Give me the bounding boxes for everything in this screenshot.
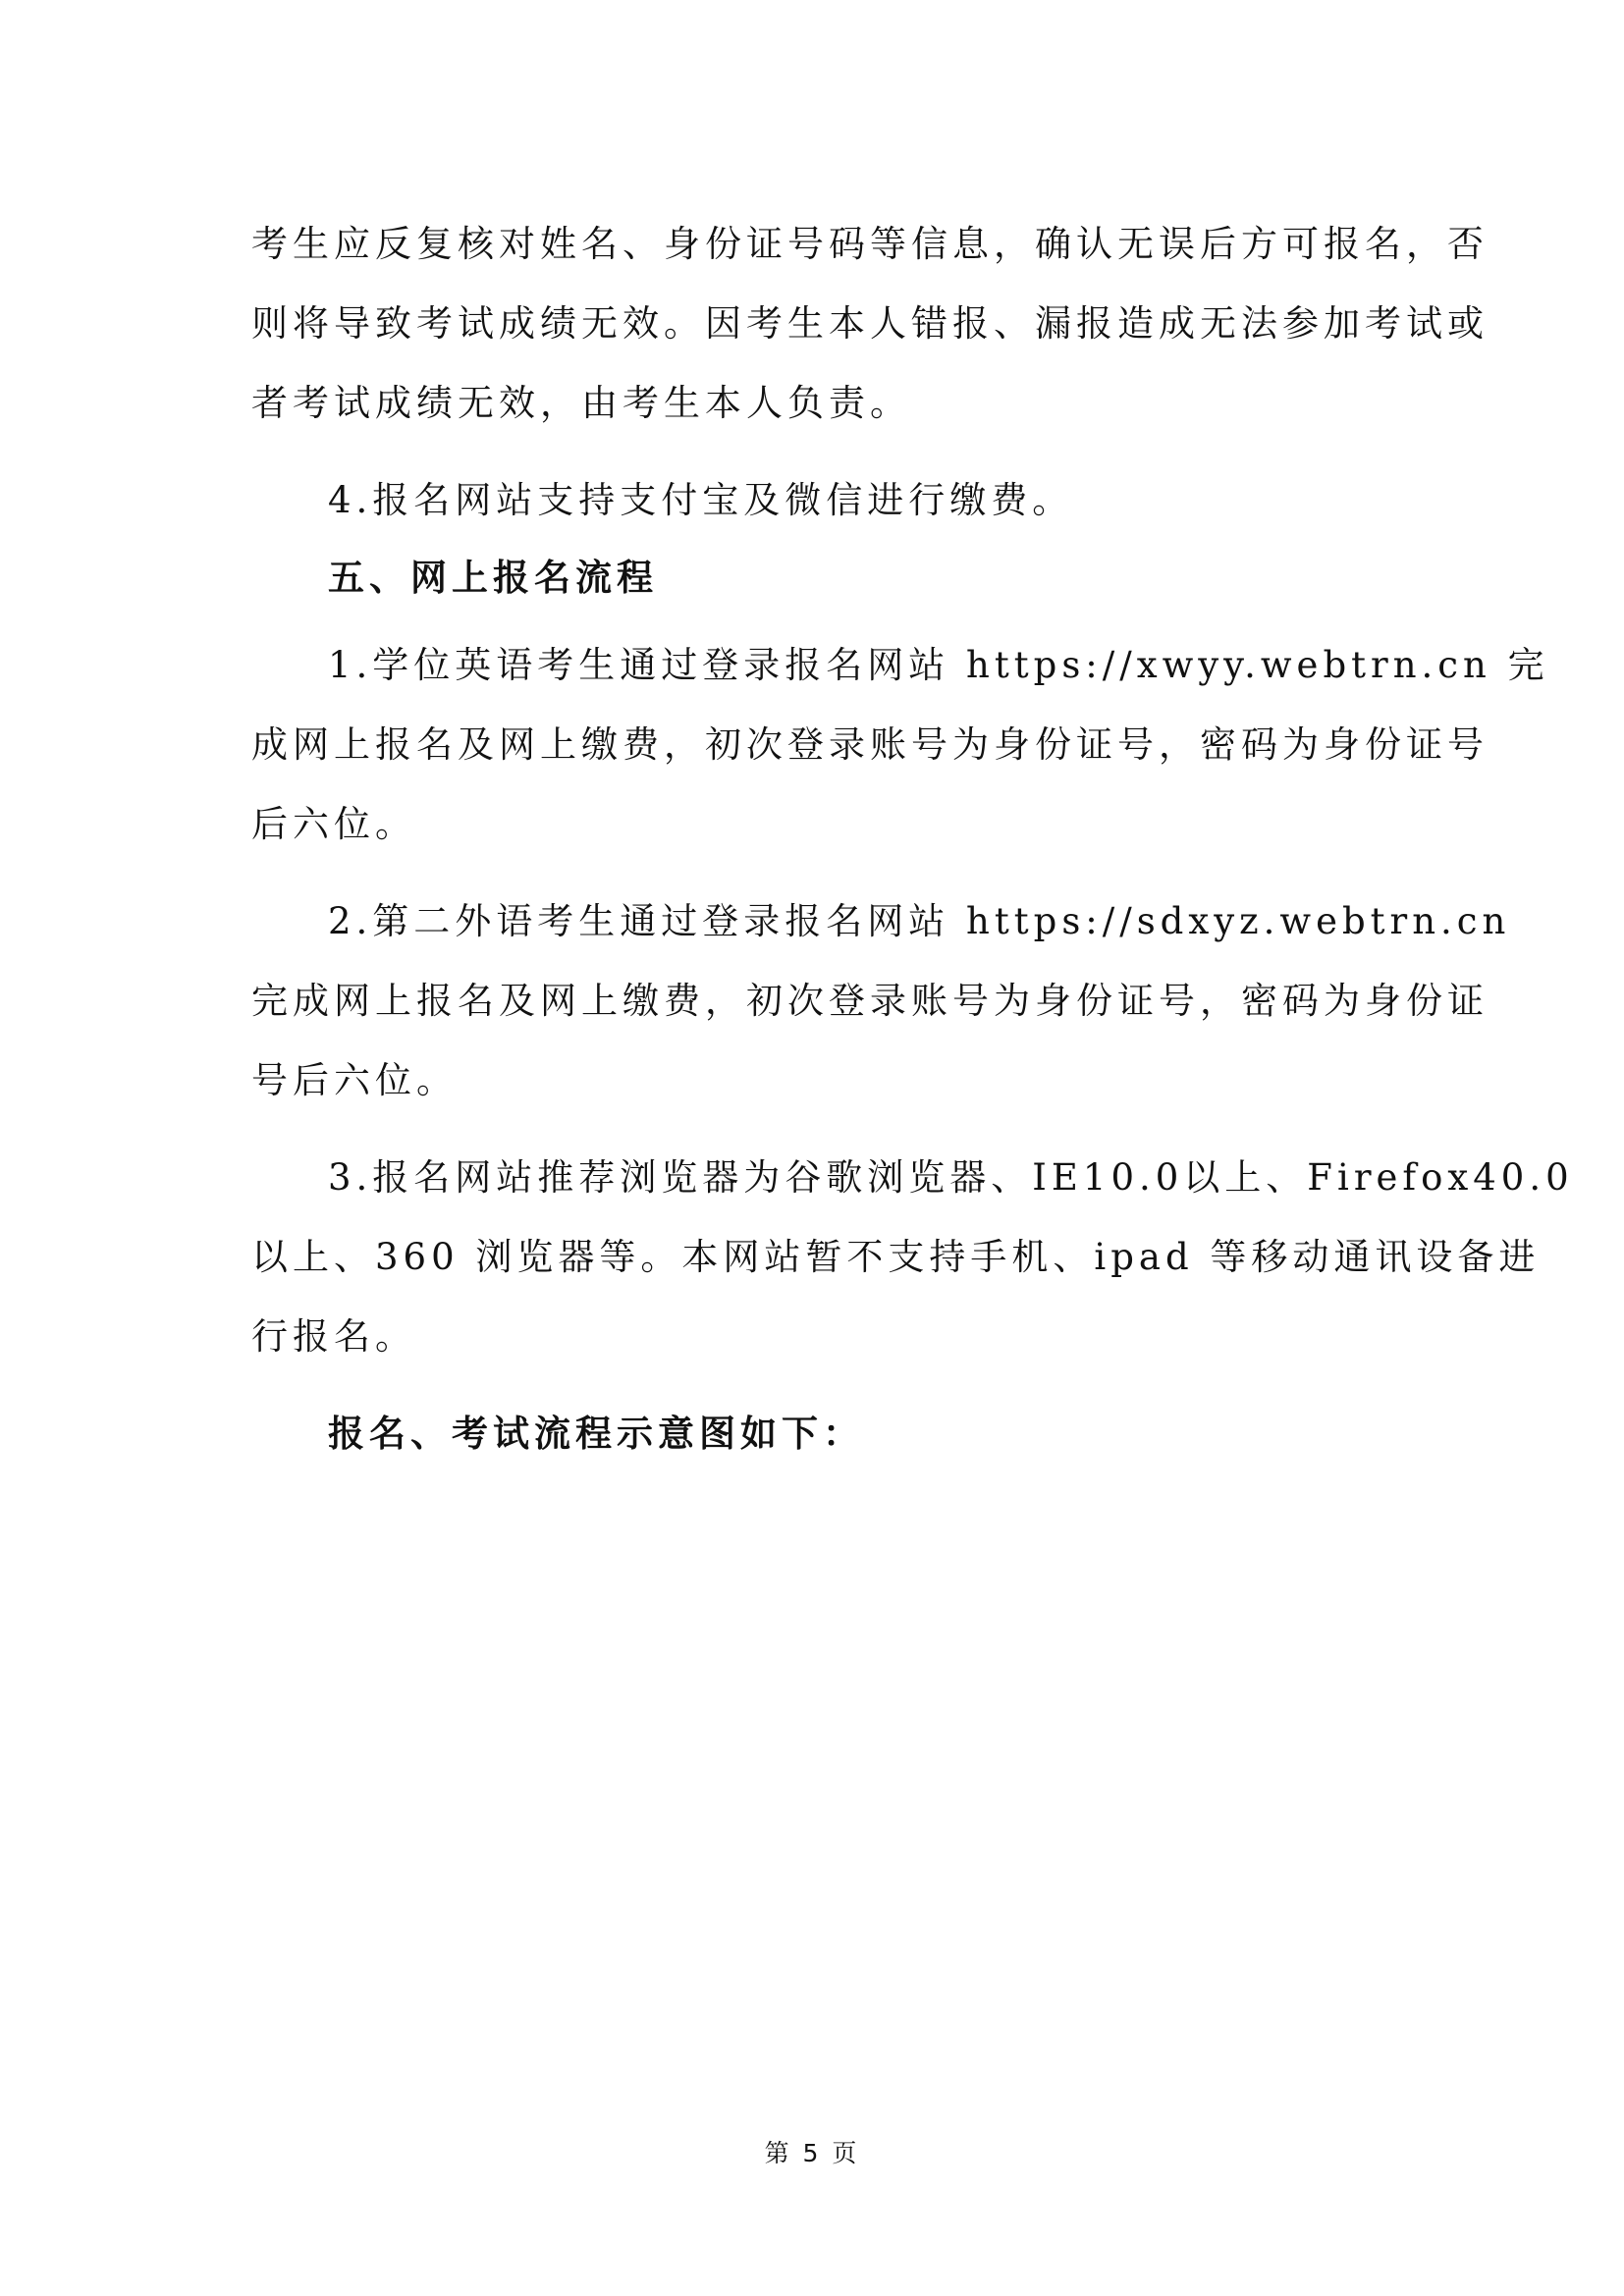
text-line: 后六位。 [251, 803, 416, 845]
text-line: 2.第二外语考生通过登录报名网站 https://sdxyz.webtrn.cn [328, 900, 1511, 942]
text-line: 以上、360 浏览器等。本网站暂不支持手机、ipad 等移动通讯设备进 [251, 1236, 1541, 1278]
paragraph-second-language-registration [251, 881, 1511, 1120]
paragraph-degree-english-registration [251, 625, 1549, 864]
paragraph-verification-note [251, 204, 1489, 443]
text-line: 1.学位英语考生通过登录报名网站 https://xwyy.webtrn.cn 完 [328, 644, 1549, 686]
text-line: 行报名。 [251, 1315, 416, 1358]
section-heading-flowchart: 报名、考试流程示意图如下： [328, 1413, 864, 1455]
page-number: 第 5 页 [764, 2139, 860, 2167]
text-line: 者考试成绩无效，由考生本人负责。 [251, 382, 911, 424]
paragraph-payment-note [328, 460, 1467, 540]
text-line: 3.报名网站推荐浏览器为谷歌浏览器、IE10.0以上、Firefox40.0 [328, 1156, 1574, 1199]
text-line: 则将导致考试成绩无效。因考生本人错报、漏报造成无法参加考试或 [251, 302, 1489, 345]
section-heading-online-registration: 五、网上报名流程 [328, 557, 658, 599]
text-line: 完成网上报名及网上缴费，初次登录账号为身份证号，密码为身份证 [251, 980, 1489, 1022]
text-line: 号后六位。 [251, 1059, 458, 1101]
text-line: 4.报名网站支持支付宝及微信进行缴费。 [328, 479, 1074, 521]
paragraph-browser-recommendation [251, 1138, 1574, 1376]
text-line: 考生应反复核对姓名、身份证号码等信息，确认无误后方可报名，否 [251, 223, 1489, 265]
text-line: 成网上报名及网上缴费，初次登录账号为身份证号，密码为身份证号 [251, 723, 1489, 766]
